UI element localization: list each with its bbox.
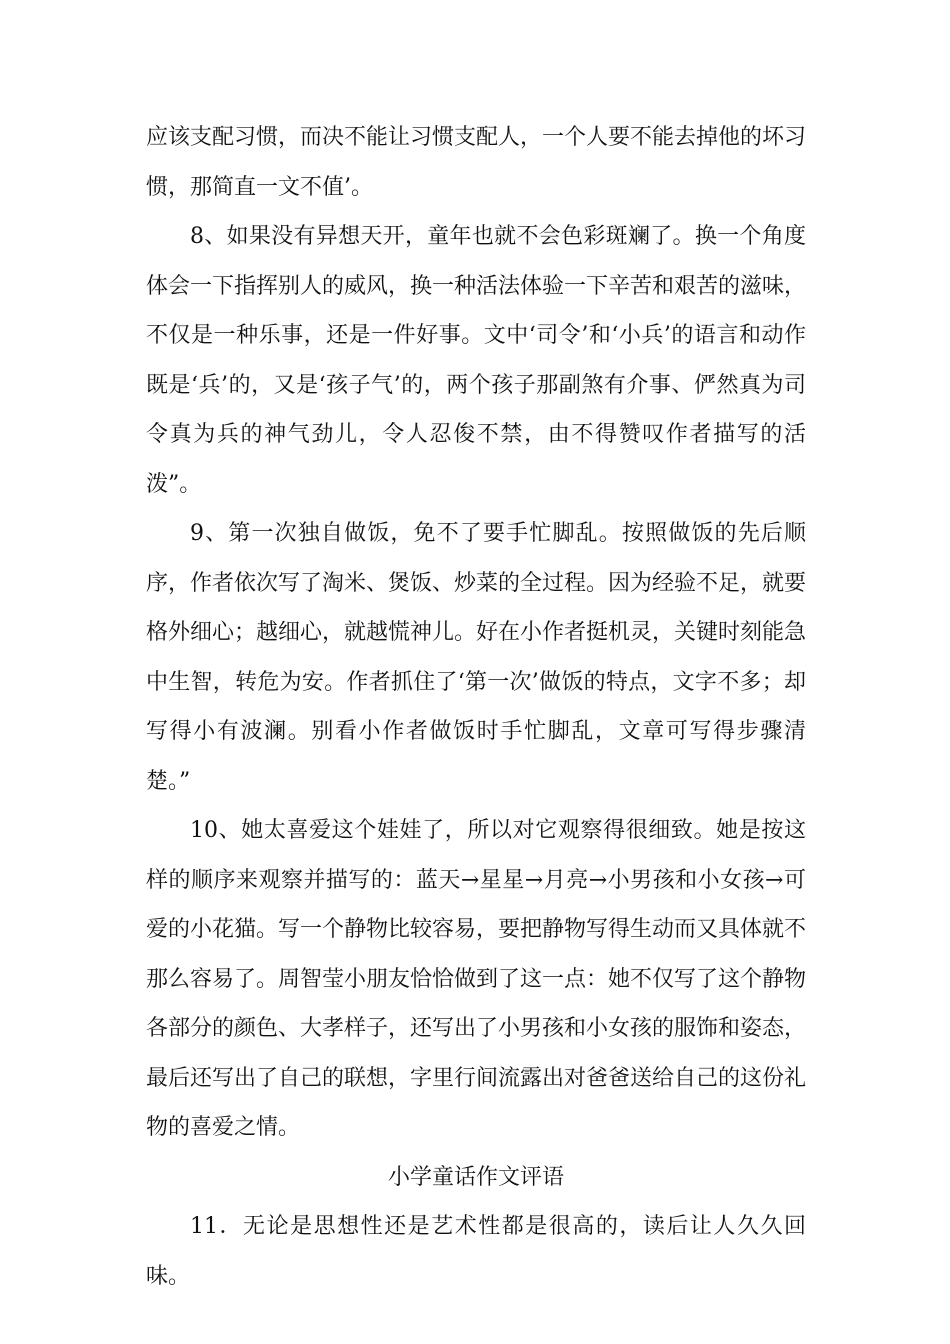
paragraph-10: 10、她太喜爱这个娃娃了，所以对它观察得很细致。她是按这样的顺序来观察并描写的：蓝天→星星→月亮→小男孩和小女孩→可爱的小花猫。写一个静物比较容易，要把静物写得生动而又具体就不那么容易了。周智莹小朋友恰恰做到了这一点：她不仅写了这个静物各部分的颜色、大孝样子，还写出了小男孩和小女孩的服饰和姿态，最后还写出了自己的联想，字里行间流露出对爸爸送给自己的这份礼物的喜爱之情。 bbox=[146, 818, 807, 1140]
paragraph-11 bbox=[146, 1202, 806, 1301]
paragraph-8: 8、如果没有异想天开，童年也就不会色彩斑斓了。换一个角度体会一下指挥别人的威风，换一种活法体验一下辛苦和艰苦的滋味，不仅是一种乐事，还是一件好事。文中‘司令’和‘小兵’的语言和动作既是‘兵’的，又是‘孩子气’的，两个孩子那副煞有介事、俨然真为司令真为兵的神气劲儿，令人忍俊不禁，由不得赞叹作者描写的活泼”。 bbox=[146, 224, 807, 497]
paragraph-11-number: 11． bbox=[190, 1214, 244, 1239]
section-heading: 小学童话作文评语 bbox=[387, 1164, 564, 1190]
document-body bbox=[146, 113, 806, 1301]
paragraph-11-text: 无论是思想性还是艺术性都是很高的，读后让人久久回味。 bbox=[146, 1214, 806, 1289]
paragraph-9: 9、第一次独自做饭，免不了要手忙脚乱。按照做饭的先后顺序，作者依次写了淘米、煲饭、炒菜的全过程。因为经验不足，就要格外细心；越细心，就越慌神儿。好在小作者挺机灵，关键时刻能急中生智，转危为安。作者抓住了‘第一次’做饭的特点，文字不多；却写得小有波澜。别看小作者做饭时手忙脚乱，文章可写得步骤清楚。” bbox=[146, 521, 807, 794]
paragraph-continuation: 应该支配习惯，而决不能让习惯支配人，一个人要不能去掉他的坏习惯，那简直一文不值’。 bbox=[146, 125, 807, 200]
